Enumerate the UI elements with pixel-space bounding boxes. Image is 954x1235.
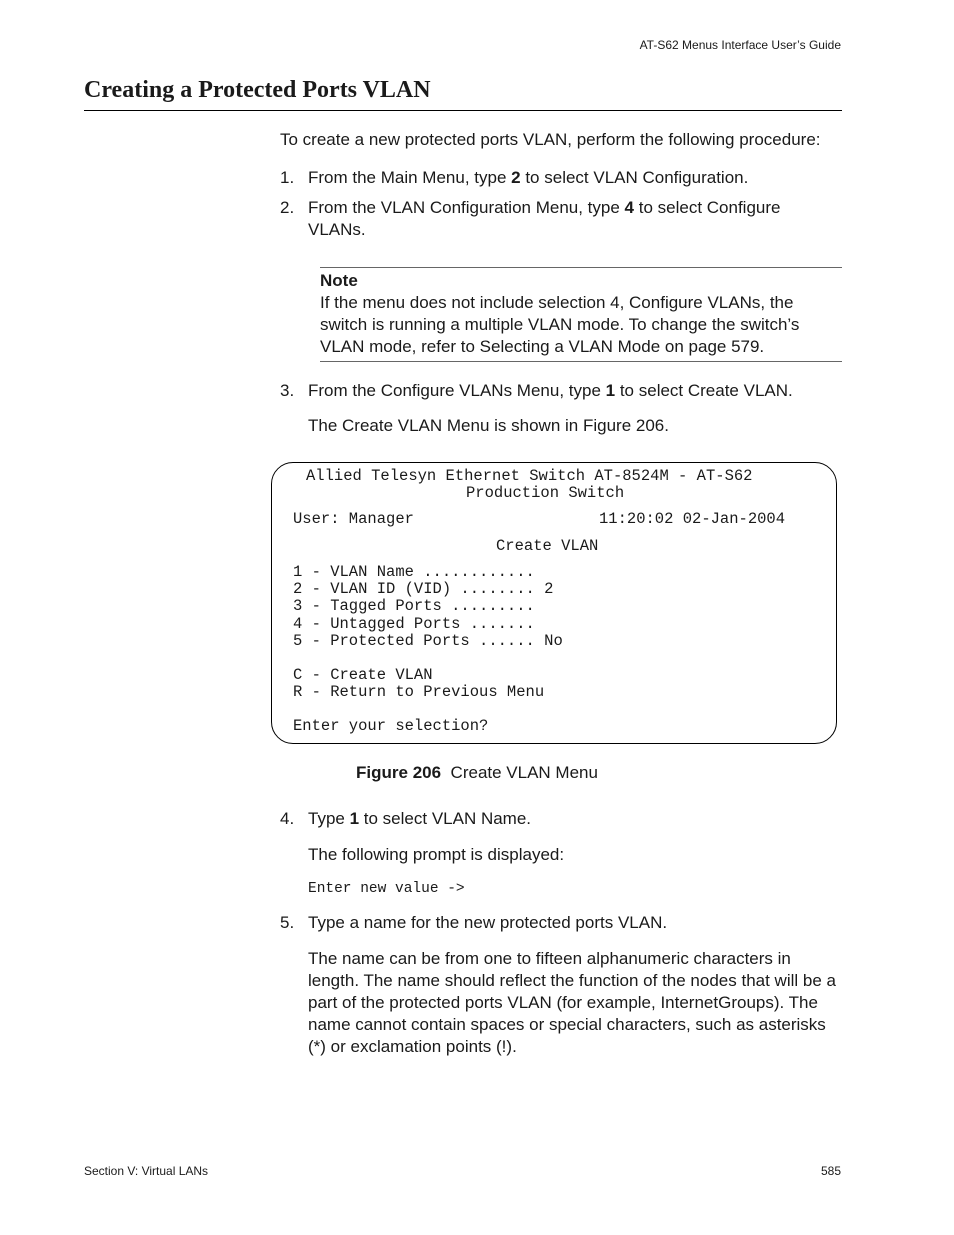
note-label: Note [320,271,358,290]
intro-paragraph: To create a new protected ports VLAN, perform the following procedure: [280,130,821,149]
screen-menu-item: 5 - Protected Ports ...... No [293,632,563,650]
step-number: 3. [280,381,295,400]
prompt-intro: The following prompt is displayed: [308,845,565,864]
step-number: 2. [280,198,295,217]
step-text: From the Main Menu, type 2 to select VLAN Configuration. [308,168,749,187]
screen-menu-item: 2 - VLAN ID (VID) ........ 2 [293,580,554,598]
figure-intro: The Create VLAN Menu is shown in Figure 206. [308,416,669,435]
section-title: Creating a Protected Ports VLAN [84,77,431,103]
screen-action: R - Return to Previous Menu [293,683,545,701]
note-text: If the menu does not include selection 4, Configure VLANs, the switch is running a multiple VLAN mode. To change the switch’s VLAN mode, refer to Selecting a VLAN Mode on page 579. [320,293,800,356]
step-number: 4. [280,809,295,828]
screen-menu-item: 4 - Untagged Ports ....... [293,615,535,633]
footer-section: Section V: Virtual LANs [84,1164,209,1178]
screen-menu-item: 3 - Tagged Ports ......... [293,597,535,615]
screen-header-line-2: Production Switch [466,484,625,502]
figure-title: Create VLAN Menu [450,763,598,782]
figure-caption [0,763,954,783]
running-header: AT-S62 Menus Interface User’s Guide [639,38,841,52]
screen-datetime: 11:20:02 02-Jan-2004 [599,510,786,528]
step-number: 1. [280,168,295,187]
screen-header-line-1: Allied Telesyn Ethernet Switch AT-8524M - AT-S62 [306,467,753,485]
screen-user: User: Manager [293,510,414,528]
step-number: 5. [280,913,295,932]
title-rule [84,110,842,111]
page-number: 585 [820,1164,841,1178]
prompt-code: Enter new value -> [308,881,465,897]
step-text: From the VLAN Configuration Menu, type 4 to select Configure VLANs. [308,198,781,239]
step-text: Type a name for the new protected ports VLAN. [308,913,668,932]
figure-number: Figure 206 [356,763,442,782]
screen-menu-title: Create VLAN [496,537,599,555]
step-text: Type 1 to select VLAN Name. [308,809,532,828]
screen-prompt: Enter your selection? [293,717,489,735]
step-text: From the Configure VLANs Menu, type 1 to select Create VLAN. [308,381,793,400]
note-box [320,267,842,362]
name-paragraph: The name can be from one to fifteen alphanumeric characters in length. The name should reflect the function of the nodes that will be a part of the protected ports VLAN (for example, InternetGroups). The name cannot contain spaces or special characters, such as asterisks (*) or exclamation points (!). [308,949,836,1056]
screen-action: C - Create VLAN [293,666,433,684]
screen-menu-item: 1 - VLAN Name ............ [293,563,535,581]
